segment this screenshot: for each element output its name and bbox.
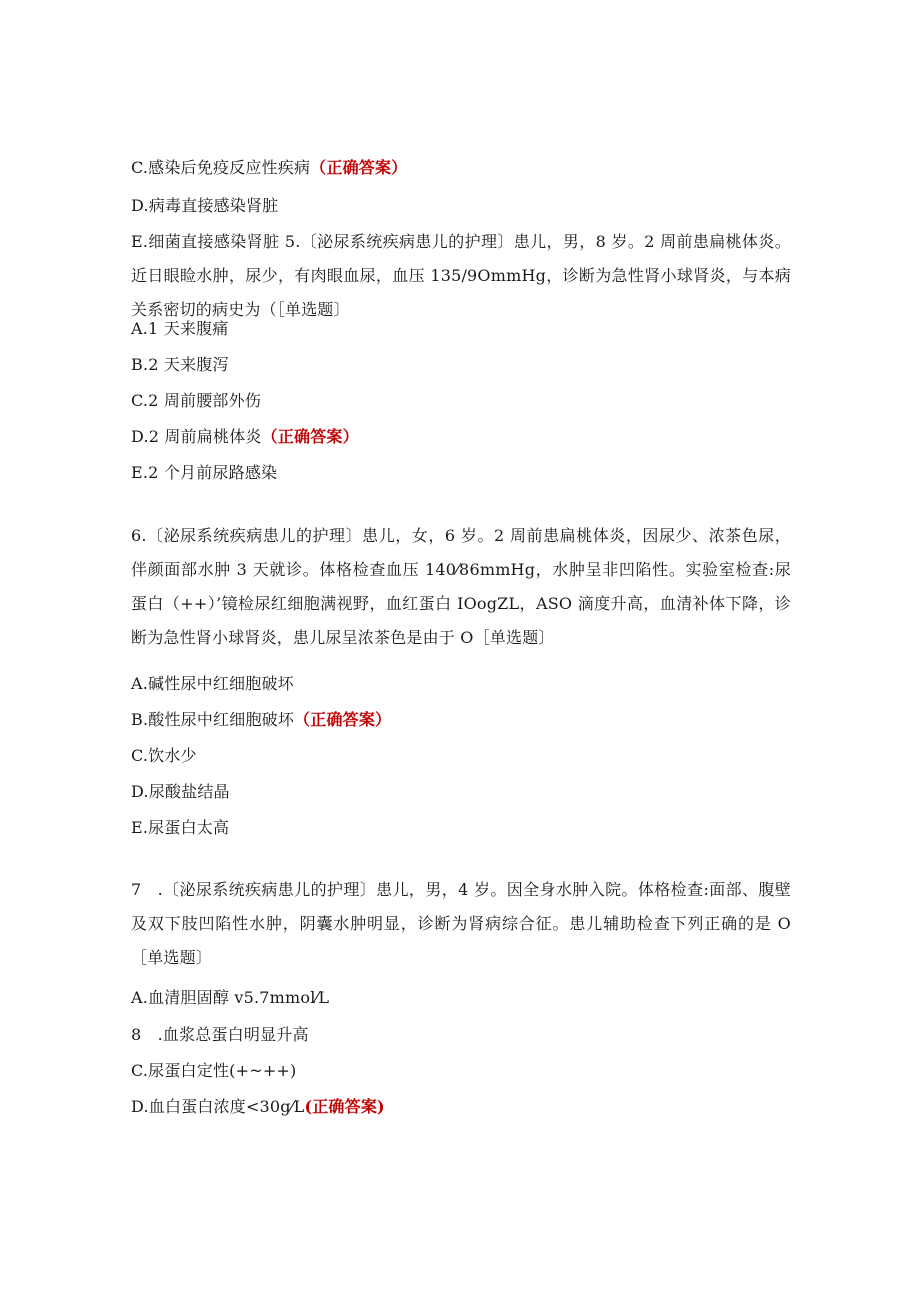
q5-option-d <box>131 426 359 448</box>
q4-option-c <box>131 157 407 179</box>
q7-option-c <box>131 1060 296 1082</box>
q6-option-b <box>131 709 391 731</box>
option-text: D.尿酸盐结晶 <box>131 782 230 801</box>
option-text: B.酸性尿中红细胞破坏 <box>131 710 295 729</box>
option-text: A.血清胆固醇 v5.7mmol⁄L <box>131 988 330 1007</box>
option-text: C.感染后免疫反应性疾病 <box>131 158 311 177</box>
q5-option-a <box>131 318 229 340</box>
option-text: D.血白蛋白浓度<30g⁄L <box>131 1097 305 1116</box>
q6-option-a <box>131 673 294 695</box>
option-text: 8 .血浆总蛋白明显升高 <box>131 1025 309 1044</box>
q6-option-c <box>131 745 197 767</box>
option-text: C.尿蛋白定性(+~++) <box>131 1061 297 1080</box>
correct-answer-mark: （正确答案） <box>261 427 359 446</box>
question-text: 6.〔泌尿系统疾病患儿的护理〕患儿，女，6 岁。2 周前患扁桃体炎，因尿少、浓茶色尿，伴颜面部水肿 3 天就诊。体格检查血压 140⁄86mmHg，水肿呈非凹陷性。实验室检查:尿蛋白（++）’镜检尿红细胞满视野，血红蛋白 IOogZL，ASO 滴度升高，血清补体下降，诊断为急性肾小球肾炎，患儿尿呈浓茶色是由于 O［单选题〕 <box>131 526 791 647</box>
correct-answer-mark: （正确答案） <box>310 158 408 177</box>
correct-answer-mark: （正确答案） <box>294 710 392 729</box>
option-text: A.碱性尿中红细胞破坏 <box>131 674 294 693</box>
q6-option-e <box>131 817 229 839</box>
option-text: E.尿蛋白太高 <box>131 818 230 837</box>
q4-option-e-and-question-5 <box>131 225 791 327</box>
option-text: D.2 周前扁桃体炎 <box>131 427 262 446</box>
option-text: E.2 个月前尿路感染 <box>131 463 278 482</box>
option-text: B.2 天来腹泻 <box>131 355 229 374</box>
option-text: C.2 周前腰部外伤 <box>131 391 262 410</box>
q7-option-b <box>131 1024 309 1046</box>
correct-answer-mark: (正确答案) <box>304 1097 385 1116</box>
option-text: C.饮水少 <box>131 746 197 765</box>
option-text: A.1 天来腹痛 <box>131 319 229 338</box>
q6-option-d <box>131 781 230 803</box>
question-6 <box>131 519 791 655</box>
question-7 <box>131 873 791 975</box>
q7-option-a <box>131 987 329 1009</box>
q5-option-c <box>131 390 261 412</box>
q7-option-d <box>131 1096 385 1118</box>
q4-option-d <box>131 195 278 217</box>
q5-option-b <box>131 354 229 376</box>
option-text: D.病毒直接感染肾脏 <box>131 196 279 215</box>
question-text: E.细菌直接感染肾脏 5.〔泌尿系统疾病患儿的护理〕患儿，男，8 岁。2 周前患扁桃体炎。近日眼睑水肿，尿少，有肉眼血尿，血压 135/9OmmHg，诊断为急性肾小球肾炎，与本病关系密切的病史为（［单选题〕 <box>131 232 791 319</box>
q5-option-e <box>131 462 277 484</box>
question-text: 7 .〔泌尿系统疾病患儿的护理〕患儿，男，4 岁。因全身水肿入院。体格检查:面部、腹壁及双下肢凹陷性水肿，阴囊水肿明显，诊断为肾病综合征。患儿辅助检查下列正确的是 O［单选题〕 <box>131 880 791 967</box>
